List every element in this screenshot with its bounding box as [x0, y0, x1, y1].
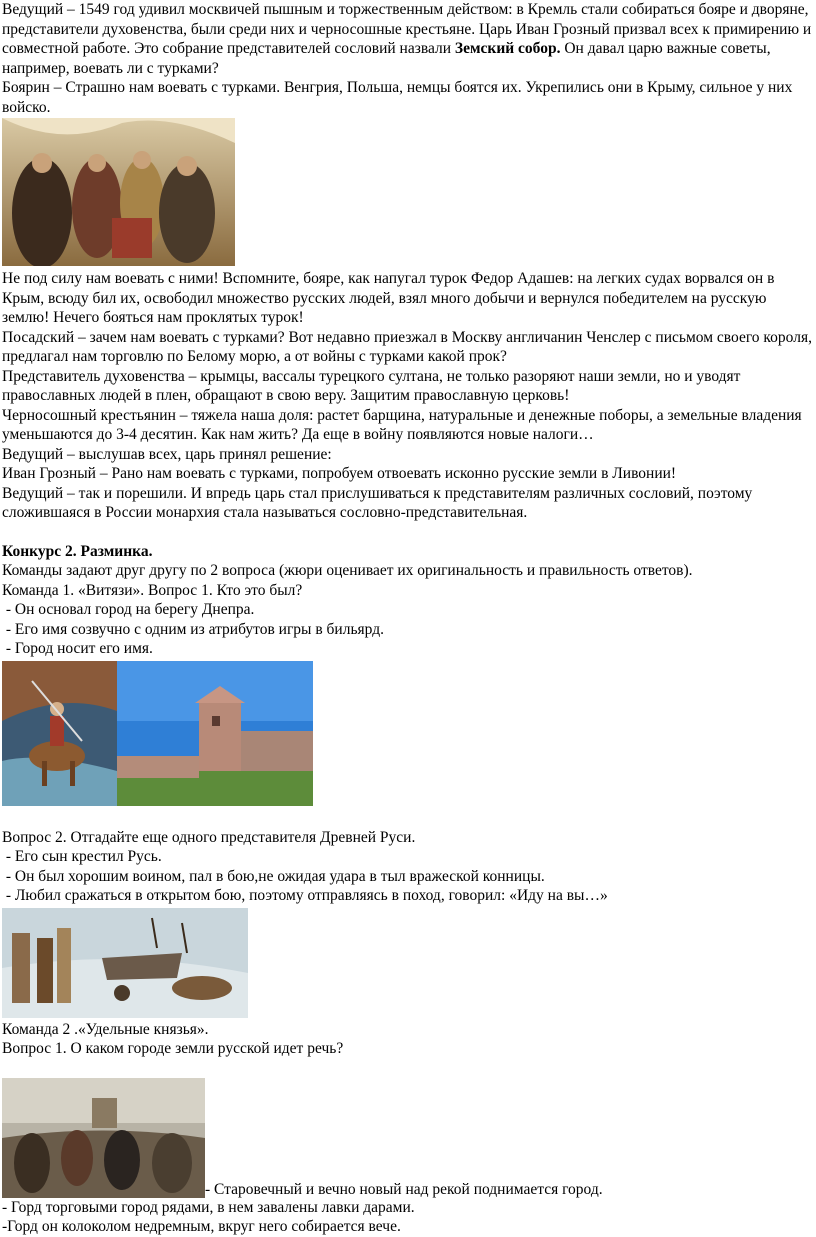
paragraph-mid-0: Не под силу нам воевать с ними! Вспомните, бояре, как напугал турок Федор Адашев: на легких судах ворвался он в Крым, всюду бил их, освободил множество русских людей, взял много добычи и вернулся победителем на русскую землю! Нечего бояться нам проклятых турок!	[2, 270, 775, 326]
painting-svyatoslav	[2, 908, 248, 1018]
contest-line-1: Команда 1. «Витязи». Вопрос 1. Кто это был?	[2, 581, 303, 599]
paragraph-mid-6: Ведущий – так и порешили. И впредь царь стал прислушиваться к представителям различных сословий, поэтому сложившаяся в России монархия стала называться сословно-представительная.	[2, 484, 753, 521]
team2-line-0: Команда 2 .«Удельные князья».	[2, 1020, 209, 1038]
contest-line-0: Команды задают друг другу по 2 вопроса (жюри оценивает их оригинальность и правильность ответов).	[2, 562, 693, 579]
final-line-0: - Горд торговыми город рядами, в нем завалены лавки дарами.	[2, 1198, 415, 1216]
document-page	[2, 0, 814, 1237]
photo-fortress-tower	[117, 661, 313, 806]
paragraph-mid-2: Представитель духовенства – крымцы, вассалы турецкого султана, не только разоряют наши земли, но и уводят православных людей в плен, обращают в свою веру. Защитим православную церковь!	[2, 367, 741, 404]
final-line-1: -Горд он колоколом недремным, вкруг него собирается вече.	[2, 1218, 401, 1235]
contest-line-2: - Он основал город на берегу Днепра.	[2, 601, 255, 618]
final-inline: - Старовечный и вечно новый над рекой поднимается город.	[205, 1181, 603, 1198]
paragraph-boyar: Боярин – Страшно нам воевать с турками. Венгрия, Польша, немцы боятся их. Укрепились они в Крыму, сильное у них войско.	[2, 79, 793, 116]
blank-line	[2, 1059, 814, 1078]
blank-line	[2, 809, 814, 828]
paragraph-mid-5: Иван Грозный – Рано нам воевать с турками, попробуем отвоевать исконно русские земли в Ливонии!	[2, 465, 677, 482]
contest-heading: Конкурс 2. Разминка.	[2, 542, 153, 560]
kiy-images	[2, 661, 814, 806]
question2-line-2: - Он был хорошим воином, пал в бою,не ожидая удара в тыл вражеской конницы.	[2, 867, 545, 885]
paragraph-mid-1: Посадский – зачем нам воевать с турками? Вот недавно приезжал в Москву англичанин Ченслер с письмом своего короля, предлагал нам торговлю по Белому морю, а от войны с турками какой прок?	[2, 328, 812, 365]
paragraph-mid-4: Ведущий – выслушав всех, царь принял решение:	[2, 445, 332, 463]
paragraph-mid-3: Черносошный крестьянин – тяжела наша доля: растет барщина, натуральные и денежные поборы, а земельные владения уменьшаются до 3-4 десятин. Как нам жить? Да еще в войну появляются новые налоги…	[2, 406, 802, 443]
question2-line-1: - Его сын крестил Русь.	[2, 848, 162, 865]
painting-veche	[2, 1078, 205, 1198]
contest-line-3: - Его имя созвучно с одним из атрибутов игры в бильярд.	[2, 620, 384, 638]
question2-line-3: - Любил сражаться в открытом бою, поэтому отправляясь в поход, говорил: «Иду на вы…»	[2, 887, 608, 904]
blank-line	[2, 523, 814, 542]
painting-zemsky-sobor	[2, 118, 235, 266]
contest-line-4: - Город носит его имя.	[2, 640, 153, 657]
paragraph-intro: Ведущий – 1549 год удивил москвичей пышным и торжественным действом: в Кремль стали собираться бояре и дворяне, представители духовенства, были среди них и черносошные крестьяне. Царь Иван Грозный призвал всех к примирению и совместной работе. Это собрание представителей сословий назвали Земский собор. Он давал царю важные советы, например, воевать ли с турками?	[2, 1, 812, 77]
question2-line-0: Вопрос 2. Отгадайте еще одного представителя Древней Руси.	[2, 828, 416, 846]
zemsky-sobor-bold: Земский собор.	[454, 40, 561, 57]
city-question-row	[2, 1078, 814, 1198]
team2-line-1: Вопрос 1. О каком городе земли русской идет речь?	[2, 1040, 344, 1057]
painting-warrior-horse	[2, 661, 117, 806]
